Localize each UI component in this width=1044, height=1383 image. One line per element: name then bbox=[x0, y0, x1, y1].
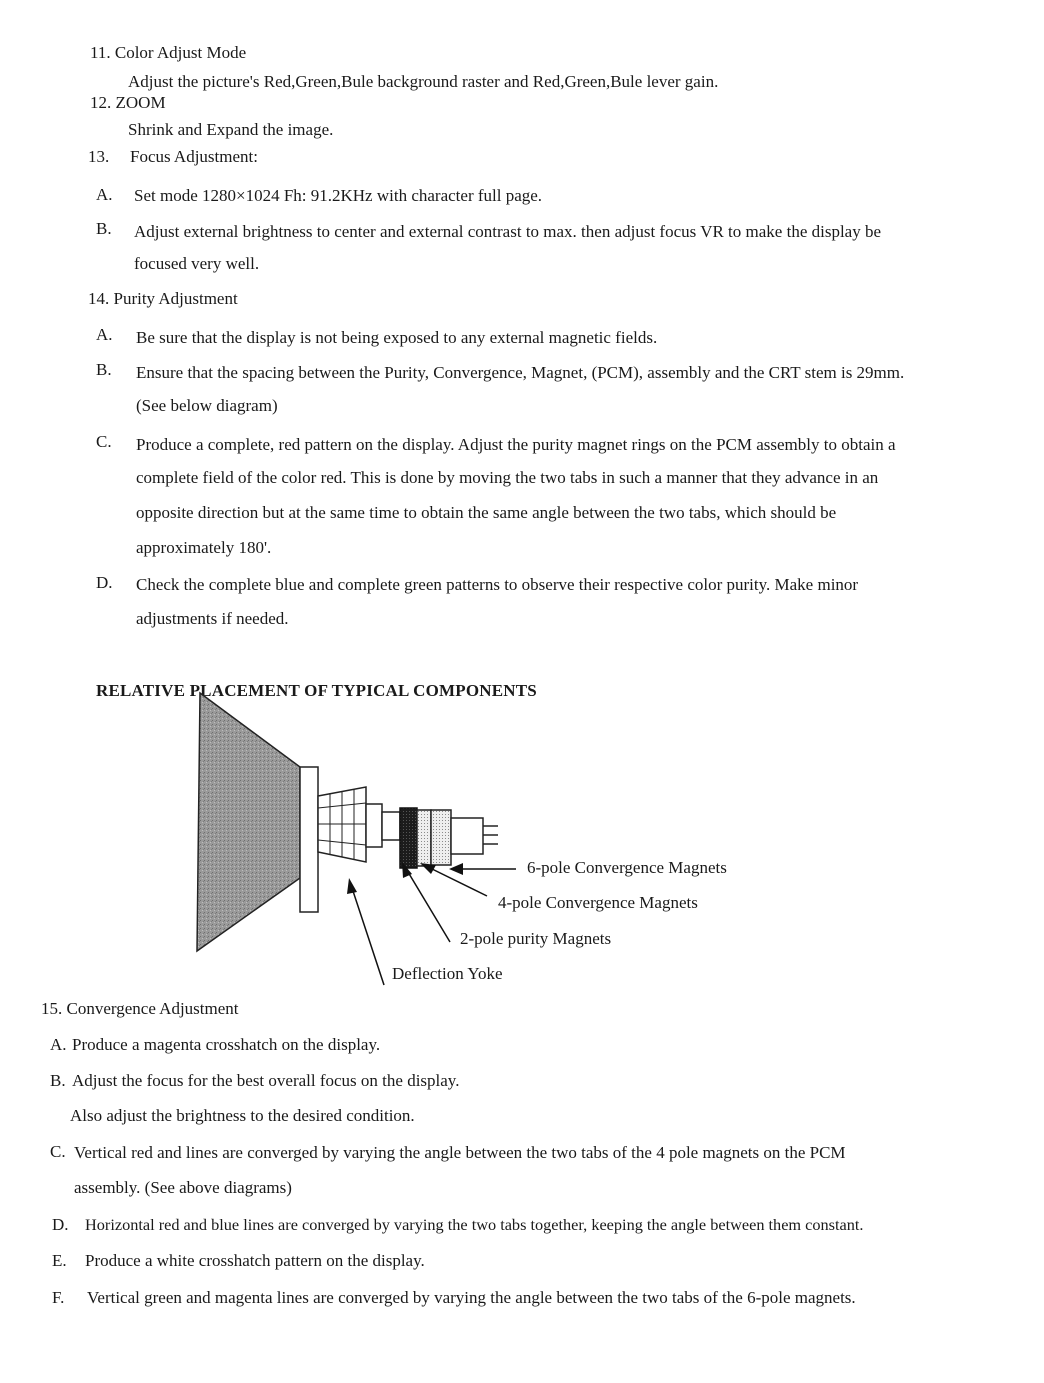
crt-flange bbox=[300, 767, 318, 912]
s14-item-c-line-2: complete field of the color red. This is done by moving the two tabs in such a manner that they advance in an bbox=[136, 468, 879, 487]
s14-item-b-line-1: Ensure that the spacing between the Purity, Convergence, Magnet, (PCM), assembly and the CRT stem is 29mm. bbox=[136, 363, 905, 382]
s14-item-c-line-4: approximately 180'. bbox=[136, 538, 272, 557]
s15-item-c-mark: C. bbox=[50, 1142, 66, 1161]
s14-item-b-mark: B. bbox=[96, 360, 112, 379]
s15-item-f-line-1: Vertical green and magenta lines are converged by varying the angle between the two tabs of the 6-pole magnets. bbox=[87, 1288, 856, 1307]
four-pole-convergence-magnets bbox=[417, 810, 431, 866]
label-six-pole: 6-pole Convergence Magnets bbox=[527, 858, 727, 877]
section-11-title: 11. Color Adjust Mode bbox=[90, 43, 247, 62]
crt-neck bbox=[382, 812, 400, 840]
yoke-leader bbox=[347, 878, 384, 985]
s13-item-a-line-1: Set mode 1280×1024 Fh: 91.2KHz with character full page. bbox=[134, 186, 543, 205]
s14-item-c-mark: C. bbox=[96, 432, 112, 451]
section-13-num: 13. bbox=[88, 147, 110, 166]
section-11-desc: Adjust the picture's Red,Green,Bule background raster and Red,Green,Bule lever gain. bbox=[128, 72, 719, 91]
section-13-title: Focus Adjustment: bbox=[130, 147, 258, 166]
s15-item-f-mark: F. bbox=[52, 1288, 65, 1307]
s15-item-a-mark: A. bbox=[50, 1035, 67, 1054]
crt-stem bbox=[451, 818, 483, 854]
s13-item-b-mark: B. bbox=[96, 219, 112, 238]
s15-item-d-mark: D. bbox=[52, 1215, 69, 1234]
crt-funnel bbox=[197, 693, 300, 951]
s15-item-e-line-1: Produce a white crosshatch pattern on the display. bbox=[85, 1251, 425, 1270]
s15-item-b-line-1: Adjust the focus for the best overall focus on the display. bbox=[72, 1071, 460, 1090]
s15-item-a-line-1: Produce a magenta crosshatch on the display. bbox=[72, 1035, 381, 1054]
deflection-yoke bbox=[318, 787, 366, 862]
section-12-title: 12. ZOOM bbox=[90, 93, 166, 112]
s14-item-a-mark: A. bbox=[96, 325, 113, 344]
s14-item-d-line-1: Check the complete blue and complete green patterns to observe their respective color purity. Make minor bbox=[136, 575, 859, 594]
s14-item-c-line-3: opposite direction but at the same time to obtain the same angle between the two tabs, which should be bbox=[136, 503, 837, 522]
label-two-pole: 2-pole purity Magnets bbox=[460, 929, 612, 948]
s15-item-d-line-1: Horizontal red and blue lines are converged by varying the two tabs together, keeping the angle between them constant. bbox=[85, 1215, 864, 1234]
s14-item-d-line-2: adjustments if needed. bbox=[136, 609, 289, 628]
s14-item-b-line-2: (See below diagram) bbox=[136, 396, 278, 415]
s14-item-c-line-1: Produce a complete, red pattern on the display. Adjust the purity magnet rings on the PCM assembly to obtain a bbox=[136, 435, 896, 454]
s15-item-c-line-2: assembly. (See above diagrams) bbox=[74, 1178, 292, 1197]
s13-item-b-line-1: Adjust external brightness to center and external contrast to max. then adjust focus VR to make the display be bbox=[134, 222, 882, 241]
yoke-rear-ring bbox=[366, 804, 382, 847]
six-pole-convergence-magnets bbox=[431, 810, 451, 865]
s15-item-b-mark: B. bbox=[50, 1071, 66, 1090]
six-pole-leader bbox=[449, 863, 516, 875]
two-pole-purity-magnets bbox=[400, 808, 417, 868]
label-deflection-yoke: Deflection Yoke bbox=[392, 964, 503, 983]
s15-item-e-mark: E. bbox=[52, 1251, 67, 1270]
s15-item-b-line-2: Also adjust the brightness to the desired condition. bbox=[70, 1106, 415, 1125]
s13-item-a-mark: A. bbox=[96, 185, 113, 204]
stem-pins bbox=[483, 826, 498, 844]
section-12-desc: Shrink and Expand the image. bbox=[128, 120, 334, 139]
s13-item-b-line-2: focused very well. bbox=[134, 254, 260, 273]
s14-item-d-mark: D. bbox=[96, 573, 113, 592]
section-14-title: 14. Purity Adjustment bbox=[88, 289, 238, 308]
s15-item-c-line-1: Vertical red and lines are converged by varying the angle between the two tabs of the 4 pole magnets on the PCM bbox=[74, 1143, 846, 1162]
label-four-pole: 4-pole Convergence Magnets bbox=[498, 893, 698, 912]
section-15-title: 15. Convergence Adjustment bbox=[41, 999, 239, 1018]
diagram-heading: RELATIVE PLACEMENT OF TYPICAL COMPONENTS bbox=[96, 681, 537, 700]
s14-item-a-line-1: Be sure that the display is not being exposed to any external magnetic fields. bbox=[136, 328, 658, 347]
